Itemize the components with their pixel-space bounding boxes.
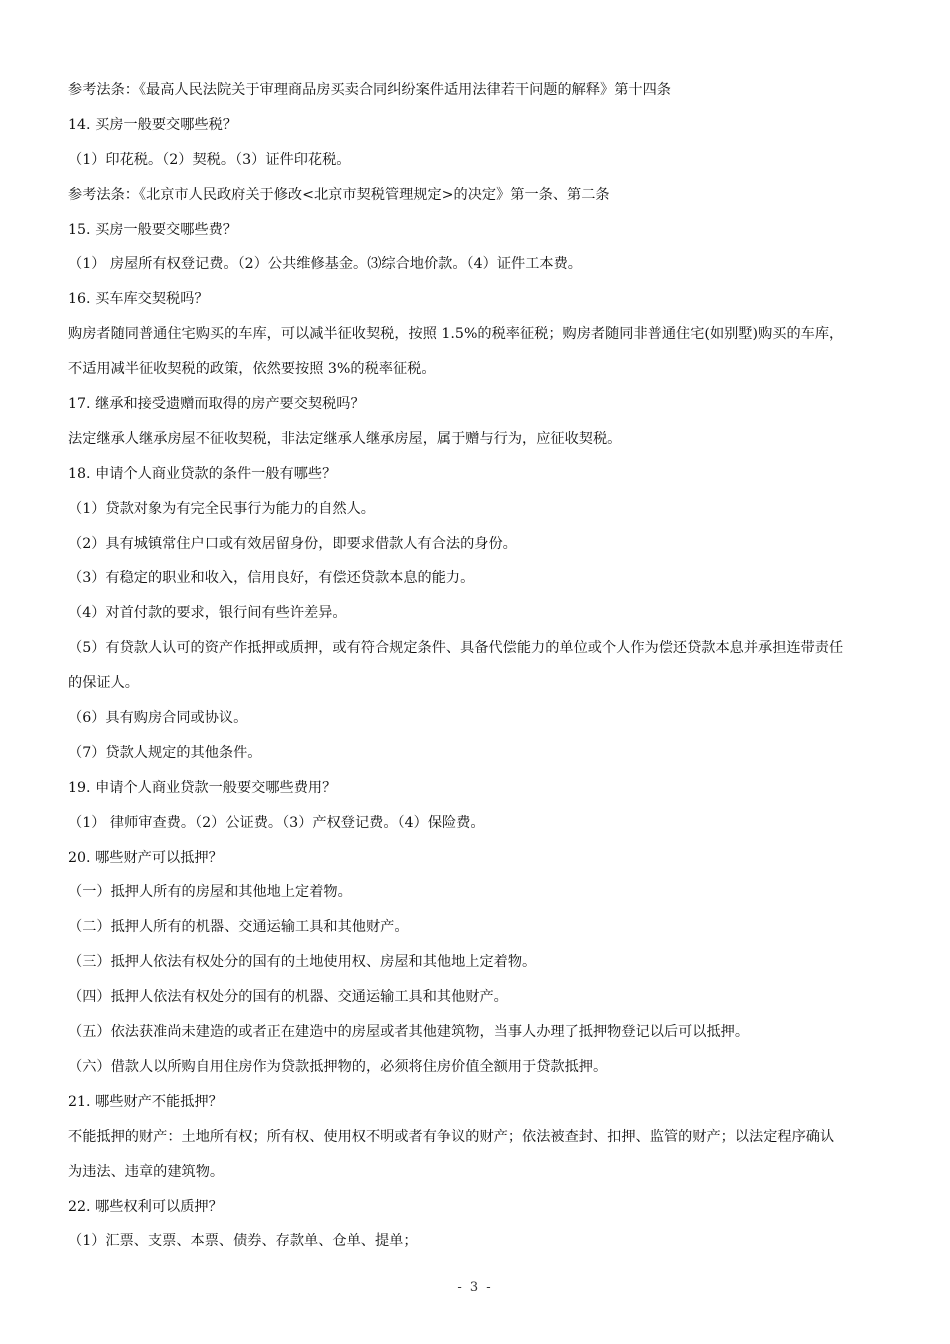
text-line: （1）印花税。（2）契税。（3）证件印花税。: [68, 151, 351, 168]
question-heading: 17. 继承和接受遗赠而取得的房产要交契税吗？: [68, 396, 365, 413]
text-line: （六）借款人以所购自用住房作为贷款抵押物的，必须将住房价值全额用于贷款抵押。: [68, 1058, 608, 1075]
text-line: 参考法条：《最高人民法院关于审理商品房买卖合同纠纷案件适用法律若干问题的解释》第十四条: [68, 82, 671, 98]
document-body: [68, 73, 902, 1259]
question-heading: 14. 买房一般要交哪些税？: [68, 116, 237, 133]
text-line: （2）具有城镇常住户口或有效居留身份，即要求借款人有合法的身份。: [68, 535, 517, 552]
text-line: （三）抵押人依法有权处分的国有的土地使用权、房屋和其他地上定着物。: [68, 954, 537, 971]
text-line: （1）汇票、支票、本票、债券、存款单、仓单、提单；: [68, 1233, 418, 1250]
question-heading: 20. 哪些财产可以抵押？: [68, 849, 223, 866]
text-line: 为违法、违章的建筑物。: [68, 1163, 225, 1180]
text-line: （4）对首付款的要求，银行间有些许差异。: [68, 605, 347, 622]
text-line: （7）贷款人规定的其他条件。: [68, 744, 262, 761]
page-number: - 3 -: [457, 1280, 493, 1295]
text-line: （5）有贷款人认可的资产作抵押或质押，或有符合规定条件、具备代偿能力的单位或个人作为偿还贷款本息并承担连带责任: [68, 640, 844, 657]
text-line: 的保证人。: [68, 675, 139, 692]
question-heading: 16. 买车库交契税吗？: [68, 291, 209, 308]
text-line: 法定继承人继承房屋不征收契税，非法定继承人继承房屋，属于赠与行为，应征收契税。: [68, 430, 622, 447]
text-line: （6）具有购房合同或协议。: [68, 710, 248, 727]
text-line: （1）贷款对象为有完全民事行为能力的自然人。: [68, 500, 375, 517]
question-heading: 21. 哪些财产不能抵押？: [68, 1093, 223, 1110]
text-line: 不适用减半征收契税的政策，依然要按照 3%的税率征税。: [68, 361, 436, 378]
text-line: （1） 房屋所有权登记费。（2）公共维修基金。⑶综合地价款。（4）证件工本费。: [68, 256, 582, 273]
text-line: 参考法条：《北京市人民政府关于修改<北京市契税管理规定>的决定》第一条、第二条: [68, 186, 610, 203]
text-line: （二）抵押人所有的机器、交通运输工具和其他财产。: [68, 919, 409, 936]
question-heading: 18. 申请个人商业贷款的条件一般有哪些？: [68, 465, 337, 482]
text-line: （1） 律师审查费。（2）公证费。（3）产权登记费。（4）保险费。: [68, 814, 485, 831]
text-line: （五）依法获准尚未建造的或者正在建造中的房屋或者其他建筑物，当事人办理了抵押物登记以后可以抵押。: [68, 1024, 750, 1041]
question-heading: 22. 哪些权利可以质押？: [68, 1198, 223, 1215]
text-line: （四）抵押人依法有权处分的国有的机器、交通运输工具和其他财产。: [68, 989, 508, 1006]
text-line: （一）抵押人所有的房屋和其他地上定着物。: [68, 884, 352, 901]
question-heading: 15. 买房一般要交哪些费？: [68, 221, 237, 238]
question-heading: 19. 申请个人商业贷款一般要交哪些费用？: [68, 779, 337, 796]
text-line: （3）有稳定的职业和收入，信用良好，有偿还贷款本息的能力。: [68, 570, 475, 587]
text-line: 购房者随同普通住宅购买的车库，可以减半征收契税，按照 1.5%的税率征税；购房者随同非普通住宅(如别墅)购买的车库，: [68, 326, 844, 343]
text-line: 不能抵押的财产：土地所有权；所有权、使用权不明或者有争议的财产；依法被查封、扣押、监管的财产；以法定程序确认: [68, 1128, 835, 1145]
